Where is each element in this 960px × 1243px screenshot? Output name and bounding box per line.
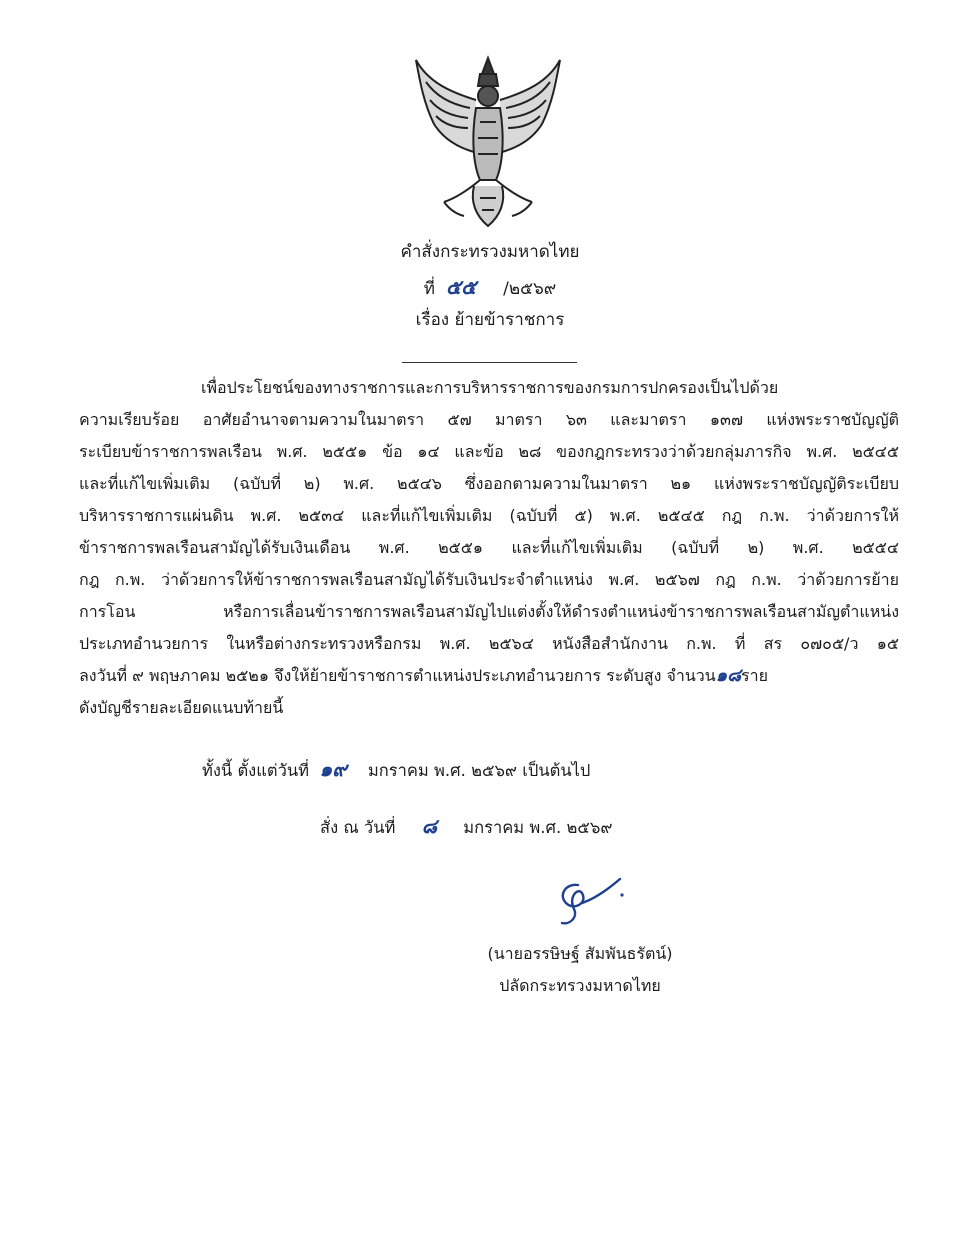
order-number-handwritten: ๕๕ (445, 275, 477, 299)
body-line: ดังบัญชีรายละเอียดแนบท้ายนี้ (79, 698, 284, 717)
order-subject: เรื่อง ย้ายข้าราชการ (415, 310, 565, 330)
body-line: การโอน หรือการเลื่อนข้าราชการพลเรือนสามัญไปแต่งตั้งให้ดำรงตำแหน่งข้าราชการพลเรือนสามัญตำแหน่ง (79, 602, 899, 621)
order-number-suffix: /๒๕๖๙ (503, 279, 557, 299)
effective-day-handwritten: ๑๙ (319, 757, 347, 781)
body-line: ความเรียบร้อย อาศัยอำนาจตามความในมาตรา ๕๗ มาตรา ๖๓ และมาตรา ๑๓๗ แห่งพระราชบัญญัติ (79, 410, 899, 429)
handwritten-count: ๑๘ (715, 665, 742, 686)
body-line: กฎ ก.พ. ว่าด้วยการให้ข้าราชการพลเรือนสามัญได้รับเงินประจำตำแหน่ง พ.ศ. ๒๕๖๗ กฎ ก.พ. ว่าด้วยการย้าย (79, 570, 899, 589)
body-line-10-text: ลงวันที่ ๙ พฤษภาคม ๒๕๒๑ จึงให้ย้ายข้าราชการตำแหน่งประเภทอำนวยการ ระดับสูง จำนวน (79, 666, 716, 685)
order-body (79, 376, 899, 736)
order-date (320, 815, 612, 839)
garuda-emblem (410, 52, 566, 230)
body-line (79, 664, 899, 687)
signature (548, 873, 638, 933)
header-divider (402, 362, 577, 363)
effective-date-prefix: ทั้งนี้ ตั้งแต่วันที่ (202, 761, 310, 780)
order-date-prefix: สั่ง ณ วันที่ (320, 818, 396, 837)
order-date-suffix: มกราคม พ.ศ. ๒๕๖๙ (463, 818, 613, 837)
body-line: ข้าราชการพลเรือนสามัญได้รับเงินเดือน พ.ศ. ๒๕๕๑ และที่แก้ไขเพิ่มเติม (ฉบับที่ ๒) พ.ศ. ๒๕๕๔ (79, 538, 899, 557)
effective-date-suffix: มกราคม พ.ศ. ๒๕๖๙ เป็นต้นไป (367, 761, 591, 780)
effective-date (202, 758, 590, 782)
body-line: บริหารราชการแผ่นดิน พ.ศ. ๒๕๓๔ และที่แก้ไขเพิ่มเติม (ฉบับที่ ๕) พ.ศ. ๒๕๔๕ กฎ ก.พ. ว่าด้วยการให้ (79, 506, 899, 525)
order-day-handwritten: ๘ (421, 814, 438, 838)
body-line-10-suffix: ราย (741, 666, 768, 685)
order-number-prefix: ที่ (423, 279, 436, 299)
body-line: ระเบียบข้าราชการพลเรือน พ.ศ. ๒๕๕๑ ข้อ ๑๔ และข้อ ๒๘ ของกฎกระทรวงว่าด้วยกลุ่มภารกิจ พ.ศ. ๒๕๔๕ (79, 442, 899, 461)
body-line: เพื่อประโยชน์ของทางราชการและการบริหารราชการของกรมการปกครองเป็นไปด้วย (201, 378, 779, 397)
order-title: คำสั่งกระทรวงมหาดไทย (400, 242, 580, 262)
body-line: และที่แก้ไขเพิ่มเติม (ฉบับที่ ๒) พ.ศ. ๒๕๔๖ ซึ่งออกตามความในมาตรา ๒๑ แห่งพระราชบัญญัติระเบียบ (79, 474, 899, 493)
body-line: ประเภทอำนวยการ ในหรือต่างกระทรวงหรือกรม พ.ศ. ๒๕๖๔ หนังสือสำนักงาน ก.พ. ที่ สร ๐๗๐๕/ว ๑๕ (79, 634, 899, 653)
signatory-position: ปลัดกระทรวงมหาดไทย (499, 976, 661, 995)
order-number (300, 276, 680, 300)
signatory-name: (นายอรรษิษฐ์ สัมพันธรัตน์) (487, 944, 673, 963)
